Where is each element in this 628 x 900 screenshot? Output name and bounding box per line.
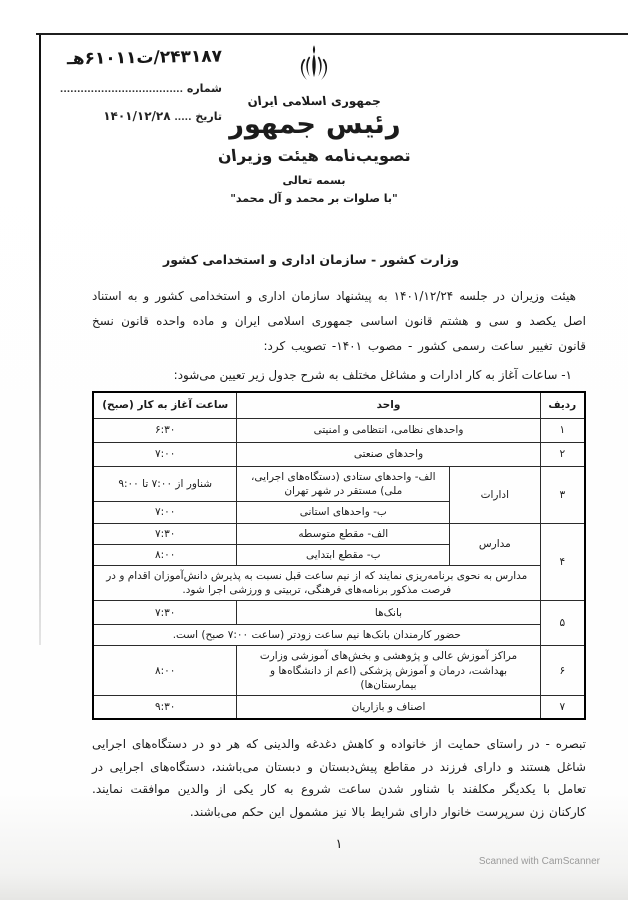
table-row [93,646,585,696]
unit-cell: مراکز آموزش عالی و پژوهشی و بخش‌های آموزشی وزارت بهداشت، درمان و آموزش پزشکی (اعم از دانشگاه‌ها و بیمارستان‌ها) [237,646,540,696]
unit-cell: ب- واحدهای استانی [237,502,450,523]
row-number: ۴ [540,523,585,601]
president-title: رئیس جمهور [226,109,402,140]
table-row [93,601,585,625]
intro-paragraph: هیئت وزیران در جلسه ۱۴۰۱/۱۲/۲۴ به پیشنهاد سازمان اداری و استخدامی کشور و به استناد اصل یکصد و سی و هشتم قانون اساسی جمهوری اسلامی ایران و ماده واحده قانون نسخ قانون تغییر ساعت رسمی کشور - مصوب ۱۴۰۱- تصویب کرد: [92,289,586,353]
camscanner-watermark: Scanned with CamScanner [478,856,600,867]
clause-1: ۱- ساعات آغاز به کار ادارات و مشاغل مختلف به شرح جدول زیر تعیین می‌شود: [173,368,572,382]
date-label: تاریخ [195,110,222,123]
table-row [93,419,585,443]
banks-note: حضور کارمندان بانک‌ها نیم ساعت زودتر (ساعت ۷:۰۰ صبح) است. [93,625,540,646]
unit-cell: الف- واحدهای ستادی (دستگاه‌های اجرایی، ملی) مستقر در شهر تهران [237,467,450,502]
table-row [93,695,585,719]
schools-note: مدارس به نحوی برنامه‌ریزی نمایند که از نیم ساعت قبل نسبت به پذیرش دانش‌آموزان اقدام و در فرصت مذکور برنامه‌های فرهنگی، تربیتی و ورزشی اجرا شود. [93,565,540,600]
number-label: شماره [186,82,222,95]
working-hours-table [92,391,586,720]
number-dots: .................................... [59,85,183,95]
table-row [93,523,585,544]
group-label-offices: ادارات [450,467,540,524]
iran-emblem-icon [296,42,332,88]
table-note-row [93,565,585,600]
letterhead [0,42,628,205]
unit-cell: اصناف و بازاریان [237,695,540,719]
row-number: ۳ [540,467,585,524]
header-unit: واحد [237,392,540,419]
row-number: ۵ [540,601,585,646]
row-number: ۶ [540,646,585,696]
salawat-line: "با صلوات بر محمد و آل محمد" [230,191,398,205]
group-label-schools: مدارس [450,523,540,565]
time-cell: شناور از ۷:۰۰ تا ۹:۰۰ [93,467,237,502]
scan-border-top [36,33,628,35]
table-row [93,443,585,467]
time-cell: ۷:۳۰ [93,601,237,625]
table-note-row [93,625,585,646]
row-number: ۷ [540,695,585,719]
time-cell: ۹:۳۰ [93,695,237,719]
note-paragraph: تبصره - در راستای حمایت از خانواده و کاهش دغدغه والدینی که هر دو در دستگاه‌های اجرایی شاغل هستند و دارای فرزند در مقاطع پیش‌دبستان و دبستان می‌باشند، دستگاه‌های اجرایی در تعامل با یکدیگر مکلفند با شناور شدن ساعت شروع به کار یکی از والدین موافقت نمایند. کارکنان زن سرپرست خانوار دارای شرایط بالا نیز مشمول این حکم می‌باشند. [92,737,586,819]
page-number: ۱ [335,837,343,853]
time-cell: ۸:۰۰ [93,646,237,696]
addressee-heading: وزارت کشور - سازمان اداری و استخدامی کشور [163,252,459,267]
time-cell: ۶:۳۰ [93,419,237,443]
header-start-time: ساعت آغاز به کار (صبح) [93,392,237,419]
table-header-row [93,392,585,419]
unit-cell: الف- مقطع متوسطه [237,523,450,544]
row-number: ۱ [540,419,585,443]
decree-reference-number: ۲۴۳۱۸۷/ت۶۱۰۱۱هـ [66,46,223,70]
document-body [92,284,586,852]
unit-cell: ب- مقطع ابتدایی [237,544,450,565]
unit-cell: واحدهای صنعتی [237,443,540,467]
row-number: ۲ [540,443,585,467]
unit-cell: بانک‌ها [237,601,540,625]
republic-title: جمهوری اسلامی ایران [246,94,382,108]
date-value: ۱۴۰۱/۱۲/۲۸ [103,109,171,123]
time-cell: ۸:۰۰ [93,544,237,565]
table-row [93,467,585,502]
bismillah-line: بسمه تعالی [282,173,346,187]
header-row-number: ردیف [540,392,585,419]
unit-cell: واحدهای نظامی، انتظامی و امنیتی [237,419,540,443]
time-cell: ۷:۳۰ [93,523,237,544]
date-dots: ..... [174,113,192,123]
time-cell: ۷:۰۰ [93,443,237,467]
time-cell: ۷:۰۰ [93,502,237,523]
decree-title: تصویب‌نامه هیئت وزیران [216,145,412,165]
